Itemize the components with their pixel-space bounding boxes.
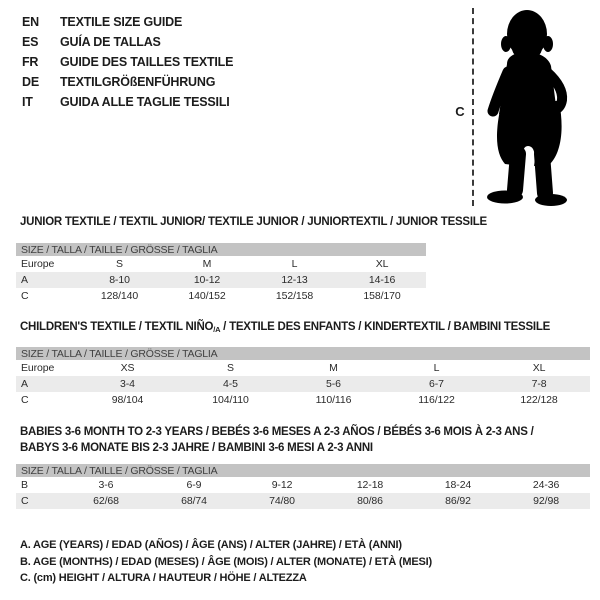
size-header-row xyxy=(16,464,590,477)
children-title-pre: CHILDREN'S TEXTILE / TEXTIL NIÑO xyxy=(20,321,214,333)
cell: 122/128 xyxy=(520,394,558,406)
table-row xyxy=(16,477,590,493)
footnote-c: C. (cm) HEIGHT / ALTURA / HAUTEUR / HÖHE / ALTEZZA xyxy=(20,572,307,584)
size-header-bar: SIZE / TALLA / TAILLE / GRÖSSE / TAGLIA xyxy=(16,243,426,256)
table-row xyxy=(16,392,590,408)
size-header-bar: SIZE / TALLA / TAILLE / GRÖSSE / TAGLIA xyxy=(16,464,590,477)
height-measure-label: C xyxy=(455,104,465,119)
row-label: C xyxy=(21,394,29,406)
language-title: TEXTILE SIZE GUIDE xyxy=(60,15,183,29)
row-label: C xyxy=(21,290,29,302)
junior-section-title: JUNIOR TEXTILE / TEXTIL JUNIOR/ TEXTILE JUNIOR / JUNIORTEXTIL / JUNIOR TESSILE xyxy=(20,216,487,228)
size-header-row xyxy=(16,243,426,256)
row-label: A xyxy=(16,272,76,288)
babies-title-line2: BABYS 3-6 MONATE BIS 2-3 JAHRE / BAMBINI 3-6 MESI A 2-3 ANNI xyxy=(20,442,373,454)
children-title-sub: /A xyxy=(213,325,221,334)
row-label: B xyxy=(21,479,28,491)
babies-section-title xyxy=(20,424,534,456)
height-measure-line xyxy=(472,8,474,206)
cell: 128/140 xyxy=(100,290,139,302)
children-section-title xyxy=(20,321,550,334)
cell: 6-7 xyxy=(385,376,488,392)
cell: S xyxy=(227,362,234,374)
cell: 116/122 xyxy=(418,394,455,406)
cell: 18-24 xyxy=(444,479,472,491)
cell: XL xyxy=(532,362,546,374)
size-header-bar: SIZE / TALLA / TAILLE / GRÖSSE / TAGLIA xyxy=(16,347,590,360)
cell: 3-6 xyxy=(98,479,114,491)
cell: S xyxy=(116,258,123,270)
language-code: DE xyxy=(22,75,39,89)
language-title: TEXTILGRÖßENFÜHRUNG xyxy=(60,75,216,89)
cell: L xyxy=(291,258,298,270)
cell: XS xyxy=(120,362,135,374)
cell: 74/80 xyxy=(238,493,326,509)
cell: 4-5 xyxy=(179,376,282,392)
children-size-table xyxy=(16,347,590,408)
cell: 3-4 xyxy=(76,376,179,392)
cell: 62/68 xyxy=(62,493,150,509)
row-label: A xyxy=(16,376,76,392)
table-row xyxy=(16,360,590,376)
language-title: GUÍA DE TALLAS xyxy=(60,35,161,49)
cell: 6-9 xyxy=(186,479,202,491)
language-code: EN xyxy=(22,15,39,29)
babies-title-line1: BABIES 3-6 MONTH TO 2-3 YEARS / BEBÉS 3-6 MESES A 2-3 AÑOS / BÉBÉS 3-6 MOIS À 2-3 ANS / xyxy=(20,426,534,438)
cell: 140/152 xyxy=(188,290,226,302)
language-code: FR xyxy=(22,55,39,69)
cell: 12-13 xyxy=(251,272,338,288)
cell: 24-36 xyxy=(532,479,560,491)
junior-size-table xyxy=(16,243,426,304)
language-row-it xyxy=(22,92,233,112)
cell: 7-8 xyxy=(488,376,590,392)
children-title-post: / TEXTILE DES ENFANTS / KINDERTEXTIL / BAMBINI TESSILE xyxy=(220,321,551,333)
row-label: Europe xyxy=(21,362,55,374)
cell: 110/116 xyxy=(315,394,352,406)
language-row-fr xyxy=(22,52,233,72)
cell: M xyxy=(329,362,338,374)
language-title: GUIDA ALLE TAGLIE TESSILI xyxy=(60,95,230,109)
cell: 152/158 xyxy=(275,290,314,302)
footnote-b: B. AGE (MONTHS) / EDAD (MESES) / ÂGE (MOIS) / ALTER (MONATE) / ETÀ (MESI) xyxy=(20,555,432,568)
language-row-de xyxy=(22,72,233,92)
cell: 80/86 xyxy=(326,493,414,509)
cell: 5-6 xyxy=(282,376,385,392)
language-code: ES xyxy=(22,35,39,49)
cell: 92/98 xyxy=(502,493,590,509)
size-header-row xyxy=(16,347,590,360)
footnote-a: A. AGE (YEARS) / EDAD (AÑOS) / ÂGE (ANS) / ALTER (JAHRE) / ETÀ (ANNI) xyxy=(20,539,402,551)
language-code: IT xyxy=(22,95,33,109)
cell: 86/92 xyxy=(414,493,502,509)
language-row-en xyxy=(22,12,233,32)
table-row xyxy=(16,256,426,272)
cell: XL xyxy=(375,258,389,270)
cell: L xyxy=(433,362,440,374)
cell: 68/74 xyxy=(150,493,238,509)
table-row xyxy=(16,376,590,392)
language-row-es xyxy=(22,32,233,52)
cell: 12-18 xyxy=(356,479,384,491)
row-label: C xyxy=(16,493,62,509)
cell: M xyxy=(202,258,212,270)
cell: 14-16 xyxy=(338,272,426,288)
language-title: GUIDE DES TAILLES TEXTILE xyxy=(60,55,234,69)
baby-silhouette xyxy=(482,6,598,206)
cell: 158/170 xyxy=(363,290,401,302)
cell: 98/104 xyxy=(111,394,144,406)
cell: 10-12 xyxy=(163,272,251,288)
footnotes xyxy=(20,537,432,587)
table-row xyxy=(16,272,426,288)
table-row xyxy=(16,288,426,304)
cell: 104/110 xyxy=(212,394,249,406)
cell: 8-10 xyxy=(76,272,163,288)
table-row xyxy=(16,493,590,509)
cell: 9-12 xyxy=(271,479,293,491)
row-label: Europe xyxy=(21,258,55,270)
language-list xyxy=(22,12,233,112)
babies-size-table xyxy=(16,464,590,509)
